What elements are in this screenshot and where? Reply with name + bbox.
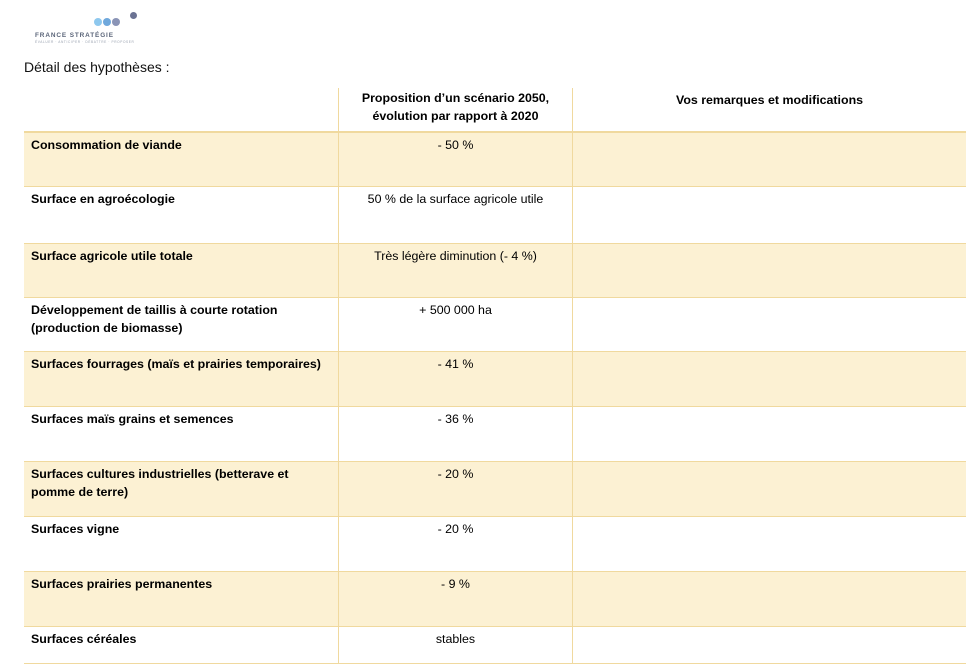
row-value: - 36 %	[338, 407, 572, 461]
row-label: Surface en agroécologie	[31, 192, 175, 206]
table-row	[24, 187, 966, 244]
row-remark[interactable]	[572, 133, 966, 186]
table-row	[24, 407, 966, 462]
row-value: - 9 %	[338, 572, 572, 626]
row-remark[interactable]	[572, 187, 966, 243]
logo-name: FRANCE STRATÉGIE	[35, 32, 114, 39]
france-strategie-logo	[34, 12, 144, 46]
header-cell-remarks: Vos remarques et modifications	[572, 88, 966, 131]
header-cell-proposal: Proposition d’un scénario 2050, évolution par rapport à 2020	[338, 88, 572, 131]
logo-dots-icon	[94, 12, 154, 32]
row-remark[interactable]	[572, 407, 966, 461]
hypotheses-table	[24, 88, 966, 664]
table-header-row	[24, 88, 966, 133]
row-value: Très légère diminution (- 4 %)	[338, 244, 572, 297]
table-row	[24, 627, 966, 664]
row-label: Surfaces cultures industrielles (betterave et pomme de terre)	[31, 467, 289, 499]
row-value: + 500 000 ha	[338, 298, 572, 351]
table-row	[24, 352, 966, 407]
row-remark[interactable]	[572, 244, 966, 297]
row-remark[interactable]	[572, 572, 966, 626]
row-label: Surfaces céréales	[31, 632, 137, 646]
logo-dot	[94, 18, 102, 26]
table-row	[24, 572, 966, 627]
logo-dot	[103, 18, 111, 26]
row-remark[interactable]	[572, 462, 966, 516]
row-remark[interactable]	[572, 298, 966, 351]
logo-dot	[112, 18, 120, 26]
row-label: Consommation de viande	[31, 138, 182, 152]
table-row	[24, 133, 966, 187]
row-label: Surfaces vigne	[31, 522, 120, 536]
row-label: Surfaces fourrages (maïs et prairies temporaires)	[31, 357, 321, 371]
row-label: Surfaces prairies permanentes	[31, 577, 213, 591]
row-label: Surface agricole utile totale	[31, 249, 193, 263]
row-value: 50 % de la surface agricole utile	[338, 187, 572, 243]
row-remark[interactable]	[572, 352, 966, 406]
row-label: Surfaces maïs grains et semences	[31, 412, 234, 426]
table-row	[24, 462, 966, 517]
table-row	[24, 244, 966, 298]
row-value: - 20 %	[338, 462, 572, 516]
logo-tagline: ÉVALUER · ANTICIPER · DÉBATTRE · PROPOSER	[35, 40, 135, 44]
header-cell-label	[24, 88, 338, 131]
row-value: stables	[338, 627, 572, 663]
intro-heading: Détail des hypothèses :	[24, 59, 170, 75]
row-remark[interactable]	[572, 627, 966, 663]
row-value: - 41 %	[338, 352, 572, 406]
row-remark[interactable]	[572, 517, 966, 571]
table-row	[24, 517, 966, 572]
row-value: - 50 %	[338, 133, 572, 186]
table-row	[24, 298, 966, 352]
row-label: Développement de taillis à courte rotation (production de biomasse)	[31, 303, 278, 335]
row-value: - 20 %	[338, 517, 572, 571]
logo-dot	[130, 12, 137, 19]
